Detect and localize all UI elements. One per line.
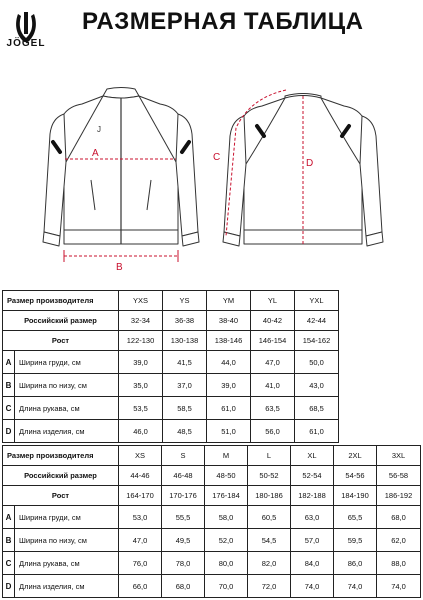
height-cell: 122-130	[119, 331, 163, 351]
table-row	[3, 575, 421, 598]
measure-label: Ширина по низу, см	[15, 529, 119, 552]
value-cell: 52,0	[205, 529, 248, 552]
value-cell: 61,0	[207, 397, 251, 420]
size-cell: L	[248, 446, 291, 466]
jacket-front	[43, 88, 199, 247]
measure-b-line	[64, 250, 178, 262]
measure-letter: A	[3, 506, 15, 529]
value-cell: 74,0	[291, 575, 334, 598]
value-cell: 68,0	[377, 506, 421, 529]
measure-letter: B	[3, 374, 15, 397]
ru-size-cell: 32-34	[119, 311, 163, 331]
measure-c-label: C	[213, 152, 221, 163]
height-cell: 182-188	[291, 486, 334, 506]
value-cell: 51,0	[207, 420, 251, 443]
height-cell: 184-190	[334, 486, 377, 506]
size-cell: YXS	[119, 291, 163, 311]
size-cell: S	[162, 446, 205, 466]
height-cell: 170-176	[162, 486, 205, 506]
value-cell: 37,0	[163, 374, 207, 397]
value-cell: 86,0	[334, 552, 377, 575]
height-cell: 130-138	[163, 331, 207, 351]
height-cell: 138-146	[207, 331, 251, 351]
value-cell: 88,0	[377, 552, 421, 575]
value-cell: 50,0	[295, 351, 339, 374]
ru-size-cell: 40-42	[251, 311, 295, 331]
value-cell: 65,5	[334, 506, 377, 529]
size-table-youth	[2, 290, 339, 443]
brand-name: JÖGEL	[6, 38, 46, 49]
value-cell: 41,0	[251, 374, 295, 397]
measure-b-label: B	[116, 262, 123, 273]
value-cell: 74,0	[377, 575, 421, 598]
table-row	[3, 291, 339, 311]
row-header-russian-size: Российский размер	[3, 311, 119, 331]
value-cell: 54,5	[248, 529, 291, 552]
value-cell: 43,0	[295, 374, 339, 397]
ru-size-cell: 42-44	[295, 311, 339, 331]
size-cell: XL	[291, 446, 334, 466]
value-cell: 47,0	[119, 529, 162, 552]
value-cell: 70,0	[205, 575, 248, 598]
ru-size-cell: 54-56	[334, 466, 377, 486]
value-cell: 78,0	[162, 552, 205, 575]
table-row	[3, 351, 339, 374]
row-header-height: Рост	[3, 331, 119, 351]
value-cell: 63,5	[251, 397, 295, 420]
measure-letter: D	[3, 420, 15, 443]
jacket-diagram	[0, 60, 423, 282]
ru-size-cell: 50-52	[248, 466, 291, 486]
measure-label: Ширина груди, см	[15, 506, 119, 529]
size-cell: 3XL	[377, 446, 421, 466]
value-cell: 46,0	[119, 420, 163, 443]
ru-size-cell: 44-46	[119, 466, 162, 486]
size-cell: YL	[251, 291, 295, 311]
size-cell: 2XL	[334, 446, 377, 466]
value-cell: 49,5	[162, 529, 205, 552]
row-header-manufacturer: Размер производителя	[3, 291, 119, 311]
table-row	[3, 466, 421, 486]
table-row	[3, 397, 339, 420]
value-cell: 80,0	[205, 552, 248, 575]
measure-label: Длина рукава, см	[15, 552, 119, 575]
value-cell: 68,5	[295, 397, 339, 420]
measure-label: Ширина груди, см	[15, 351, 119, 374]
measure-letter: C	[3, 552, 15, 575]
measure-label: Ширина по низу, см	[15, 374, 119, 397]
table-row	[3, 552, 421, 575]
table-row	[3, 374, 339, 397]
table-row	[3, 486, 421, 506]
value-cell: 47,0	[251, 351, 295, 374]
size-cell: M	[205, 446, 248, 466]
height-cell: 180-186	[248, 486, 291, 506]
measure-d-label: D	[306, 158, 314, 169]
table-row	[3, 331, 339, 351]
table-row	[3, 446, 421, 466]
ru-size-cell: 38-40	[207, 311, 251, 331]
chest-logo: J	[97, 125, 101, 134]
measure-letter: D	[3, 575, 15, 598]
value-cell: 62,0	[377, 529, 421, 552]
value-cell: 57,0	[291, 529, 334, 552]
table-row	[3, 420, 339, 443]
header	[0, 0, 423, 58]
height-cell: 146-154	[251, 331, 295, 351]
value-cell: 41,5	[163, 351, 207, 374]
size-cell: YS	[163, 291, 207, 311]
value-cell: 74,0	[334, 575, 377, 598]
row-header-russian-size: Российский размер	[3, 466, 119, 486]
value-cell: 68,0	[162, 575, 205, 598]
value-cell: 60,5	[248, 506, 291, 529]
height-cell: 176-184	[205, 486, 248, 506]
table-row	[3, 506, 421, 529]
row-header-manufacturer: Размер производителя	[3, 446, 119, 466]
value-cell: 44,0	[207, 351, 251, 374]
size-cell: XS	[119, 446, 162, 466]
value-cell: 55,5	[162, 506, 205, 529]
value-cell: 63,0	[291, 506, 334, 529]
value-cell: 39,0	[119, 351, 163, 374]
value-cell: 56,0	[251, 420, 295, 443]
table-row	[3, 529, 421, 552]
value-cell: 61,0	[295, 420, 339, 443]
height-cell: 154-162	[295, 331, 339, 351]
measure-label: Длина рукава, см	[15, 397, 119, 420]
size-cell: YM	[207, 291, 251, 311]
ru-size-cell: 56-58	[377, 466, 421, 486]
value-cell: 82,0	[248, 552, 291, 575]
value-cell: 48,5	[163, 420, 207, 443]
table-row	[3, 311, 339, 331]
value-cell: 53,0	[119, 506, 162, 529]
ru-size-cell: 52-54	[291, 466, 334, 486]
height-cell: 186-192	[377, 486, 421, 506]
value-cell: 35,0	[119, 374, 163, 397]
height-cell: 164-170	[119, 486, 162, 506]
size-table-adult	[2, 445, 421, 598]
value-cell: 39,0	[207, 374, 251, 397]
size-cell: YXL	[295, 291, 339, 311]
value-cell: 53,5	[119, 397, 163, 420]
value-cell: 76,0	[119, 552, 162, 575]
value-cell: 58,0	[205, 506, 248, 529]
value-cell: 58,5	[163, 397, 207, 420]
measure-letter: A	[3, 351, 15, 374]
ru-size-cell: 48-50	[205, 466, 248, 486]
value-cell: 66,0	[119, 575, 162, 598]
measure-label: Длина изделия, см	[15, 420, 119, 443]
measure-letter: B	[3, 529, 15, 552]
row-header-height: Рост	[3, 486, 119, 506]
ru-size-cell: 46-48	[162, 466, 205, 486]
value-cell: 84,0	[291, 552, 334, 575]
value-cell: 72,0	[248, 575, 291, 598]
page-title: РАЗМЕРНАЯ ТАБЛИЦА	[82, 8, 364, 35]
measure-letter: C	[3, 397, 15, 420]
value-cell: 59,5	[334, 529, 377, 552]
ru-size-cell: 36-38	[163, 311, 207, 331]
measure-label: Длина изделия, см	[15, 575, 119, 598]
measure-a-label: A	[92, 148, 99, 159]
